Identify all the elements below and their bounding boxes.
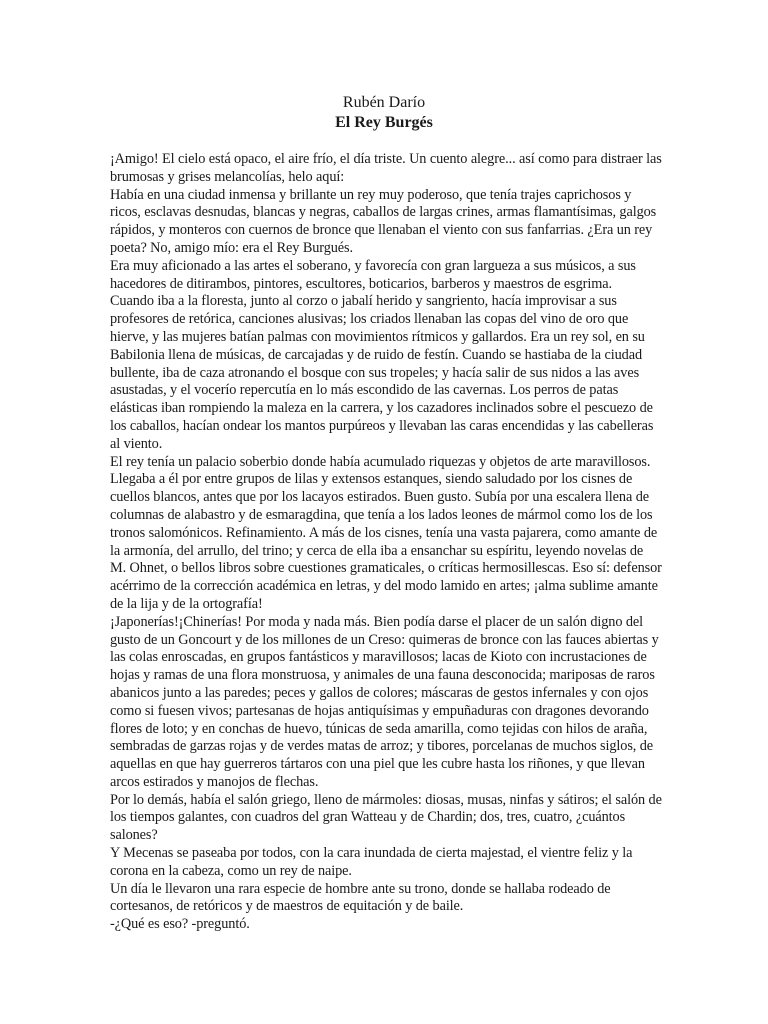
paragraph: Cuando iba a la floresta, junto al corzo o jabalí herido y sangriento, hacía improvisar a sus profesores de retórica, canciones alusivas; los criados llenaban las copas del vino de oro que hierve, y las mujeres batían palmas con movimientos rítmicos y gallardos. Era un rey sol, en su Babilonia llena de músicas, de carcajadas y de ruido de festín. Cuando se hastiaba de la ciudad bullente, iba de caza atronando el bosque con sus tropeles; y hacía salir de sus nidos a las aves asustadas, y el vocerío repercutía en lo más escondido de las cavernas. Los perros de patas elásticas iban rompiendo la maleza en la carrera, y los cazadores inclinados sobre el pescuezo de los caballos, hacían ondear los mantos purpúreos y llevaban las caras encendidas y las cabelleras al viento. [110, 293, 654, 452]
paragraph: ¡Japonerías!¡Chinerías! Por moda y nada más. Bien podía darse el placer de un salón digno del gusto de un Goncourt y de los millones de un Creso: quimeras de bronce con las fauces abiertas y las colas enroscadas, en grupos fantásticos y maravillosos; lacas de Kioto con incrustaciones de hojas y ramas de una flora monstruosa, y animales de una fauna desconocida; mariposas de raros abanicos junto a las paredes; peces y gallos de colores; máscaras de gestos infernales y con ojos como si fuesen vivos; partesanas de hojas antiquísimas y empuñaduras con dragones devorando flores de loto; y en conchas de huevo, túnicas de seda amarilla, como tejidas con hilos de araña, sembradas de garzas rojas y de verdes matas de arroz; y tibores, porcelanas de muchos siglos, de aquellas en que hay guerreros tártaros con una piel que les cubre hasta los riñones, y que llevan arcos estirados y manojos de flechas. [110, 613, 659, 790]
document-body [110, 151, 662, 934]
paragraph: Por lo demás, había el salón griego, lleno de mármoles: diosas, musas, ninfas y sátiros; el salón de los tiempos galantes, con cuadros del gran Watteau y de Chardin; dos, tres, cuatro, ¿cuántos salones? [110, 791, 662, 844]
paragraph: Era muy aficionado a las artes el soberano, y favorecía con gran largueza a sus músicos, a sus hacedores de ditirambos, pintores, escultores, boticarios, barberos y maestros de esgrima. [110, 257, 636, 292]
paragraph: El rey tenía un palacio soberbio donde había acumulado riquezas y objetos de arte maravillosos. Llegaba a él por entre grupos de lilas y extensos estanques, siendo saludado por los cisnes de cuellos blancos, antes que por los lacayos estirados. Buen gusto. Subía por una escalera llena de columnas de alabastro y de esmaragdina, que tenía a los lados leones de mármol como los de los tronos salomónicos. Refinamiento. A más de los cisnes, tenía una vasta pajarera, como amante de la armonía, del arrullo, del trino; y cerca de ella iba a ensanchar su espíritu, leyendo novelas de M. Ohnet, o bellos libros sobre cuestiones gramaticales, o críticas hermosillescas. Eso sí: defensor acérrimo de la corrección académica en letras, y del modo lamido en artes; ¡alma sublime amante de la lija y de la ortografía! [110, 453, 662, 612]
document-title: El Rey Burgés [335, 114, 433, 131]
author-name: Rubén Darío [342, 94, 426, 111]
paragraph: -¿Qué es eso? -preguntó. [110, 916, 250, 933]
paragraph: Había en una ciudad inmensa y brillante un rey muy poderoso, que tenía trajes caprichosos y ricos, esclavas desnudas, blancas y negras, caballos de largas crines, armas flamantísimas, galgos rápidos, y monteros con cuernos de bronce que llenaban el viento con sus fanfarrias. ¿Era un rey poeta? No, amigo mío: era el Rey Burgués. [110, 186, 657, 256]
paragraph: ¡Amigo! El cielo está opaco, el aire frío, el día triste. Un cuento alegre... así como para distraer las brumosas y grises melancolías, helo aquí: [110, 151, 662, 185]
paragraph: Un día le llevaron una rara especie de hombre ante su trono, donde se hallaba rodeado de cortesanos, de retóricos y de maestros de equitación y de baile. [110, 880, 611, 915]
paragraph: Y Mecenas se paseaba por todos, con la cara inundada de cierta majestad, el vientre feliz y la corona en la cabeza, como un rey de naipe. [110, 845, 633, 879]
